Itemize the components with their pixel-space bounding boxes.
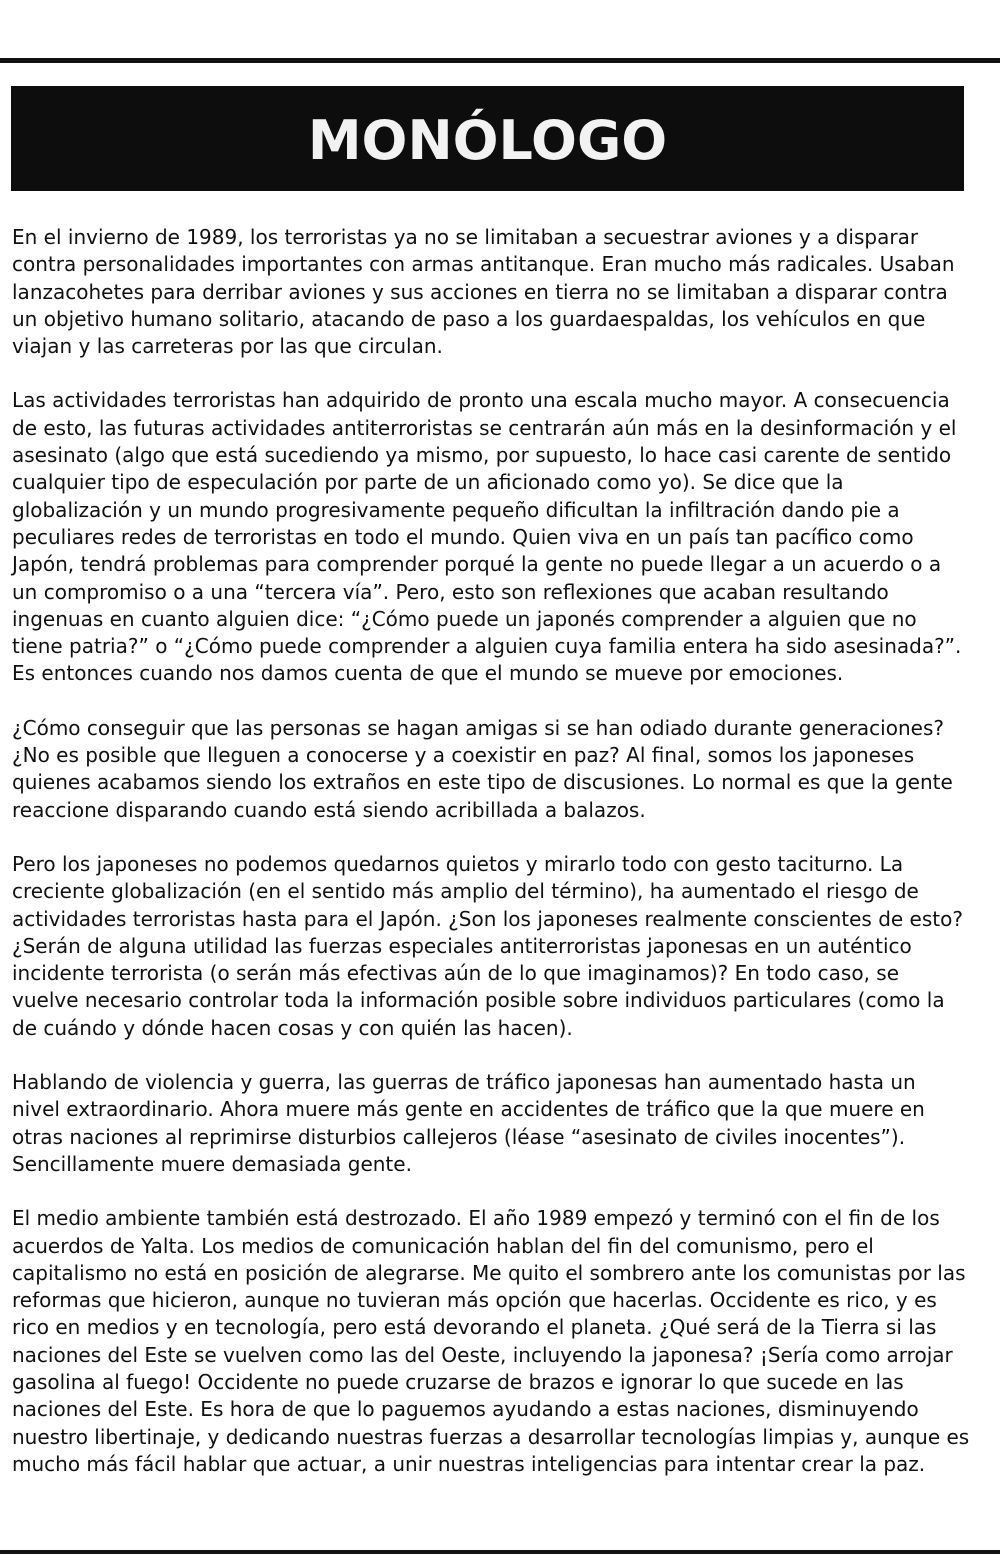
paragraph: El medio ambiente también está destrozado. El año 1989 empezó y terminó con el fin de los acuerdos de Yalta. Los medios de comunicación hablan del fin del comunismo, pero el capitalismo no está en posición de alegrarse. Me quito el sombrero ante los comunistas por las reformas que hicieron, aunque no tuvieran más opción que hacerlas. Occidente es rico, y es rico en medios y en tecnología, pero está devorando el planeta. ¿Qué será de la Tierra si las naciones del Este se vuelven como las del Oeste, incluyendo la japonesa? ¡Sería como arrojar gasolina al fuego! Occidente no puede cruzarse de brazos e ignorar lo que sucede en las naciones del Este. Es hora de que lo paguemos ayudando a estas naciones, disminuyendo nuestro libertinaje, y dedicando nuestras fuerzas a desarrollar tecnologías limpias y, aunque es mucho más fácil hablar que actuar, a unir nuestras inteligencias para intentar crear la paz. xyxy=(12,1206,970,1476)
paragraph: Hablando de violencia y guerra, las guerras de tráfico japonesas han aumentado hasta un nivel extraordinario. Ahora muere más gente en accidentes de tráfico que la que muere en otras naciones al reprimirse disturbios callejeros (léase “asesinato de civiles inocentes”). Sencillamente muere demasiada gente. xyxy=(12,1070,925,1176)
top-rule xyxy=(0,58,1000,63)
bottom-rule xyxy=(0,1550,1000,1554)
paragraph: Las actividades terroristas han adquirido de pronto una escala mucho mayor. A consecuencia de esto, las futuras actividades antiterroristas se centrarán aún más en la desinformación y el asesinato (algo que está sucediendo ya mismo, por supuesto, lo hace casi carente de sentido cualquier tipo de especulación por parte de un aficionado como yo). Se dice que la globalización y un mundo progresivamente pequeño dificultan la infiltración dando pie a peculiares redes de terroristas en todo el mundo. Quien viva en un país tan pacífico como Japón, tendrá problemas para comprender porqué la gente no puede llegar a un acuerdo o a un compromiso o a una “tercera vía”. Pero, esto son reflexiones que acaban resultando ingenuas en cuanto alguien dice: “¿Cómo puede un japonés comprender a alguien que no tiene patria?” o “¿Cómo puede comprender a alguien cuya familia entera ha sido asesinada?”. Es entonces cuando nos damos cuenta de que el mundo se mueve por emociones. xyxy=(12,388,962,686)
paragraph: ¿Cómo conseguir que las personas se hagan amigas si se han odiado durante generaciones? ¿No es posible que lleguen a conocerse y a coexistir en paz? Al final, somos los japoneses quienes acabamos siendo los extraños en este tipo de discusiones. Lo normal es que la gente reaccione disparando cuando está siendo acribillada a balazos. xyxy=(12,715,953,822)
title-banner xyxy=(11,86,964,191)
paragraph: En el invierno de 1989, los terroristas ya no se limitaban a secuestrar aviones y a disparar contra personalidades importantes con armas antitanque. Eran mucho más radicales. Usaban lanzacohetes para derribar aviones y sus acciones en tierra no se limitaban a disparar contra un objetivo humano solitario, atacando de paso a los guardaespaldas, los vehículos en que viajan y las carreteras por las que circulan. xyxy=(12,225,955,359)
paragraph: Pero los japoneses no podemos quedarnos quietos y mirarlo todo con gesto taciturno. La creciente globalización (en el sentido más amplio del término), ha aumentado el riesgo de actividades terroristas hasta para el Japón. ¿Son los japoneses realmente conscientes de esto? ¿Serán de alguna utilidad las fuerzas especiales antiterroristas japonesas en un auténtico incidente terrorista (o serán más efectivas aún de lo que imaginamos)? En todo caso, se vuelve necesario controlar toda la información posible sobre individuos particulares (como la de cuándo y dónde hacen cosas y con quién las hacen). xyxy=(12,851,963,1040)
article-body xyxy=(12,224,970,1478)
page-title: MONÓLOGO xyxy=(307,108,668,172)
